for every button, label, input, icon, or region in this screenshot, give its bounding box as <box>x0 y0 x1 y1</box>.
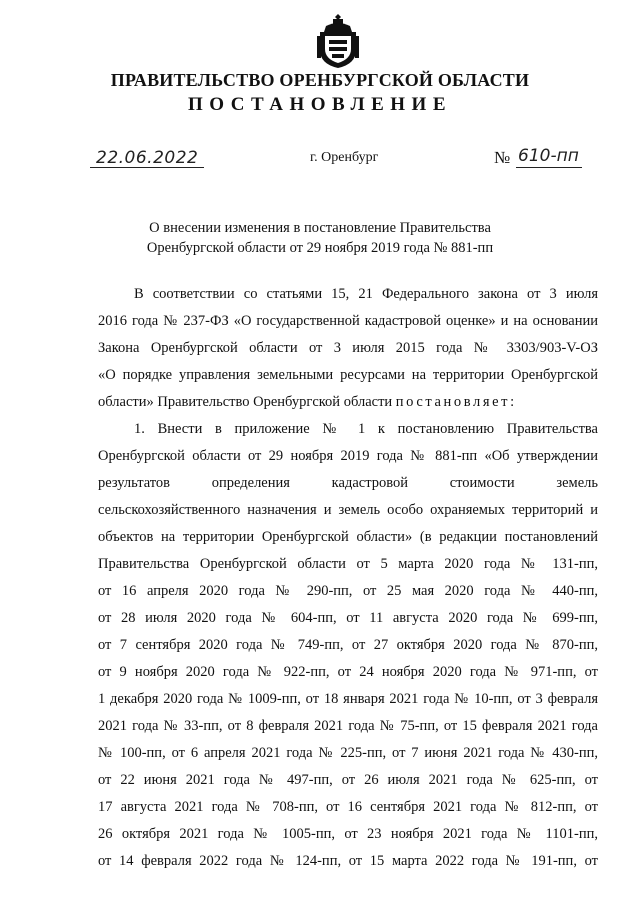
resolution-word: постановляет: <box>395 394 517 410</box>
body-line: сельскохозяйственного назначения и земель особо охраняемых территорий и <box>98 502 598 518</box>
number-sign: № <box>494 148 511 167</box>
subject-line: О внесении изменения в постановление Правительства <box>149 220 491 236</box>
date-underline <box>90 167 204 168</box>
body-line: 2021 года № 33-пп, от 8 февраля 2021 года № 75-пп, от 15 февраля 2021 года <box>98 718 598 734</box>
body-line: 26 октября 2021 года № 1005-пп, от 23 ноября 2021 года № 1101-пп, <box>98 826 598 842</box>
document-type-title: ПОСТАНОВЛЕНИЕ <box>187 94 453 115</box>
body-line: Правительства Оренбургской области от 5 марта 2020 года № 131-пп, <box>98 556 598 572</box>
number-underline <box>516 167 582 168</box>
body-line: от 14 февраля 2022 года № 124-пп, от 15 марта 2022 года № 191-пп, от <box>98 853 598 869</box>
body-line: от 22 июня 2021 года № 497-пп, от 26 июля 2021 года № 625-пп, от <box>98 772 598 788</box>
body-line: В соответствии со статьями 15, 21 Федерального закона от 3 июля <box>134 286 598 302</box>
document-body <box>98 281 598 875</box>
clause-1-line: 1. Внести в приложение № 1 к постановлению Правительства <box>134 421 598 437</box>
body-line: от 7 сентября 2020 года № 749-пп, от 27 октября 2020 года № 870-пп, <box>98 637 598 653</box>
document-number: 610-пп <box>518 146 579 166</box>
body-line: Оренбургской области от 29 ноября 2019 года № 881-пп «Об утверждении <box>98 448 598 464</box>
document-date: 22.06.2022 <box>96 148 199 168</box>
body-line: 1 декабря 2020 года № 1009-пп, от 18 января 2021 года № 10-пп, от 3 февраля <box>98 691 598 707</box>
coat-of-arms-icon <box>316 12 360 70</box>
body-line: 17 августа 2021 года № 708-пп, от 16 сентября 2021 года № 812-пп, от <box>98 799 598 815</box>
body-line: «О порядке управления земельными ресурсами на территории Оренбургской <box>98 367 598 383</box>
body-line: от 28 июля 2020 года № 604-пп, от 11 августа 2020 года № 699-пп, <box>98 610 598 626</box>
document-subject <box>0 218 640 258</box>
body-line: № 100-пп, от 6 апреля 2021 года № 225-пп, от 7 июня 2021 года № 430-пп, <box>98 745 598 761</box>
government-title: ПРАВИТЕЛЬСТВО ОРЕНБУРГСКОЙ ОБЛАСТИ <box>110 70 530 90</box>
body-line <box>98 389 598 416</box>
body-line: от 9 ноября 2020 года № 922-пп, от 24 ноября 2020 года № 971-пп, от <box>98 664 598 680</box>
document-city: г. Оренбург <box>310 150 379 165</box>
body-line-text: области» Правительство Оренбургской области <box>98 394 393 410</box>
body-line: объектов на территории Оренбургской области» (в редакции постановлений <box>98 529 598 545</box>
body-line: 2016 года № 237-ФЗ «О государственной кадастровой оценке» и на основании <box>98 313 598 329</box>
body-line: результатов определения кадастровой стоимости земель <box>98 475 598 491</box>
body-line: Закона Оренбургской области от 3 июля 2015 года № 3303/903-V-ОЗ <box>98 340 598 356</box>
subject-line: Оренбургской области от 29 ноября 2019 года № 881-пп <box>146 240 494 256</box>
body-line: от 16 апреля 2020 года № 290-пп, от 25 мая 2020 года № 440-пп, <box>98 583 598 599</box>
